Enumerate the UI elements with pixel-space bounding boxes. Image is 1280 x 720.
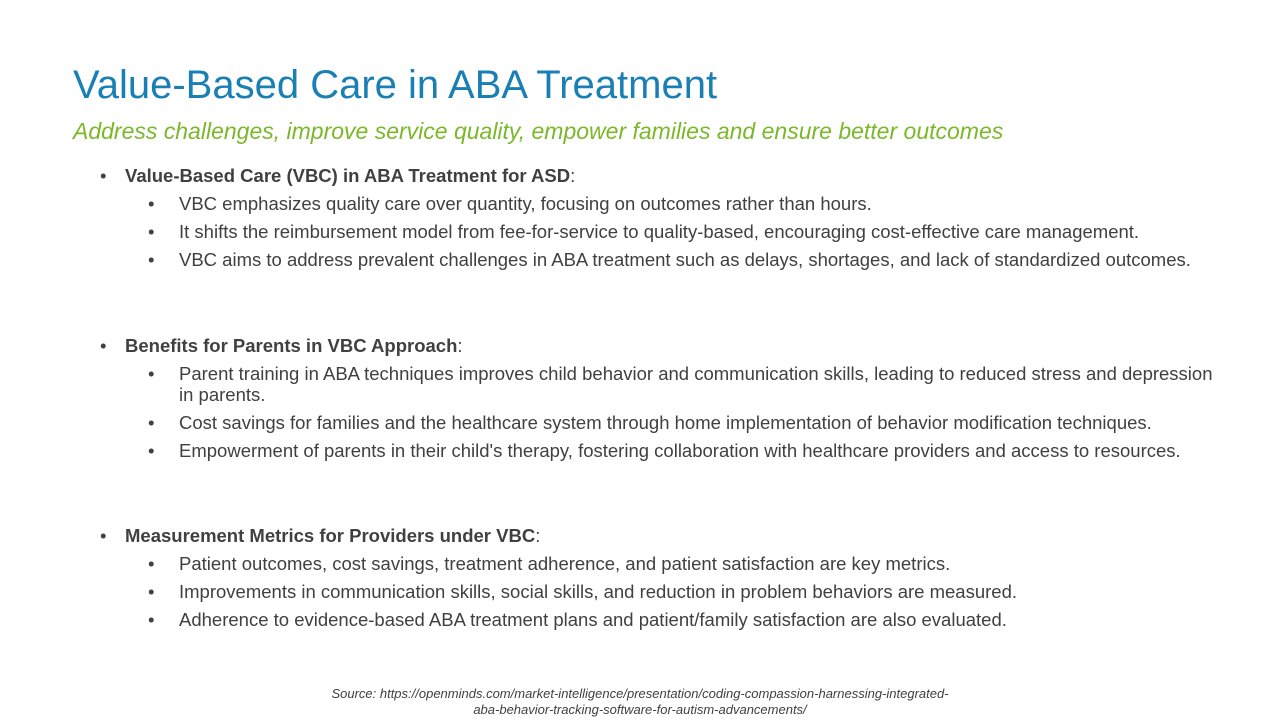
list-item-text: Cost savings for families and the healthcare system through home implementation of behavior modification techniques. [179,412,1152,433]
bullet-icon: • [148,609,155,630]
bullet-icon: • [100,335,107,356]
list-item-text: It shifts the reimbursement model from fee-for-service to quality-based, encouraging cost-effective care management. [179,221,1140,242]
list-item-text: Patient outcomes, cost savings, treatment adherence, and patient satisfaction are key metrics. [179,553,951,574]
section-heading-text: Benefits for Parents in VBC Approach [125,335,458,356]
section-heading-text: Value-Based Care (VBC) in ABA Treatment for ASD [125,165,571,186]
list-item-text: VBC emphasizes quality care over quantity, focusing on outcomes rather than hours. [179,193,872,214]
section-benefits-for-parents [100,335,1220,468]
section-vbc-in-aba [100,165,1220,277]
bullet-icon: • [148,193,155,214]
slide-subtitle: Address challenges, improve service quality, empower families and ensure better outcomes [73,118,1004,144]
section-items [100,553,1220,630]
section-heading-text: Measurement Metrics for Providers under VBC [125,525,536,546]
list-item [100,249,1219,270]
section-heading [100,525,1220,547]
source-line-1: Source: https://openminds.com/market-intelligence/presentation/coding-compassion-harnessing-integrated- [331,686,949,701]
section-items [100,363,1220,461]
section-measurement-metrics [100,525,1220,637]
bullet-icon: • [148,221,155,242]
list-item-text: Adherence to evidence-based ABA treatment plans and patient/family satisfaction are also evaluated. [179,609,1007,630]
bullet-icon: • [148,249,155,270]
bullet-icon: • [148,581,155,602]
bullet-icon: • [148,440,155,461]
bullet-icon: • [100,525,107,546]
list-item-text: VBC aims to address prevalent challenges in ABA treatment such as delays, shortages, and lack of standardized outcomes. [179,249,1191,270]
section-heading-colon: : [570,165,576,186]
list-item-text: Improvements in communication skills, social skills, and reduction in problem behaviors are measured. [179,581,1018,602]
list-item [100,363,1219,405]
section-heading [100,335,1220,357]
bullet-icon: • [148,363,155,384]
section-heading-colon: : [535,525,541,546]
bullet-icon: • [100,165,107,186]
list-item [100,412,1219,433]
slide-title: Value-Based Care in ABA Treatment [73,63,718,107]
list-item [100,609,1219,630]
list-item [100,193,1219,214]
list-item [100,221,1219,242]
list-item-text: Parent training in ABA techniques improves child behavior and communication skills, leading to reduced stress and depression in parents. [179,363,1213,405]
list-item [100,440,1219,461]
list-item [100,553,1219,574]
section-items [100,193,1220,270]
bullet-icon: • [148,412,155,433]
section-heading [100,165,1220,187]
bullet-icon: • [148,553,155,574]
list-item [100,581,1219,602]
source-citation [240,686,1040,718]
section-heading-colon: : [457,335,463,356]
source-line-2: aba-behavior-tracking-software-for-autism-advancements/ [473,702,807,717]
list-item-text: Empowerment of parents in their child's therapy, fostering collaboration with healthcare providers and access to resources. [179,440,1181,461]
